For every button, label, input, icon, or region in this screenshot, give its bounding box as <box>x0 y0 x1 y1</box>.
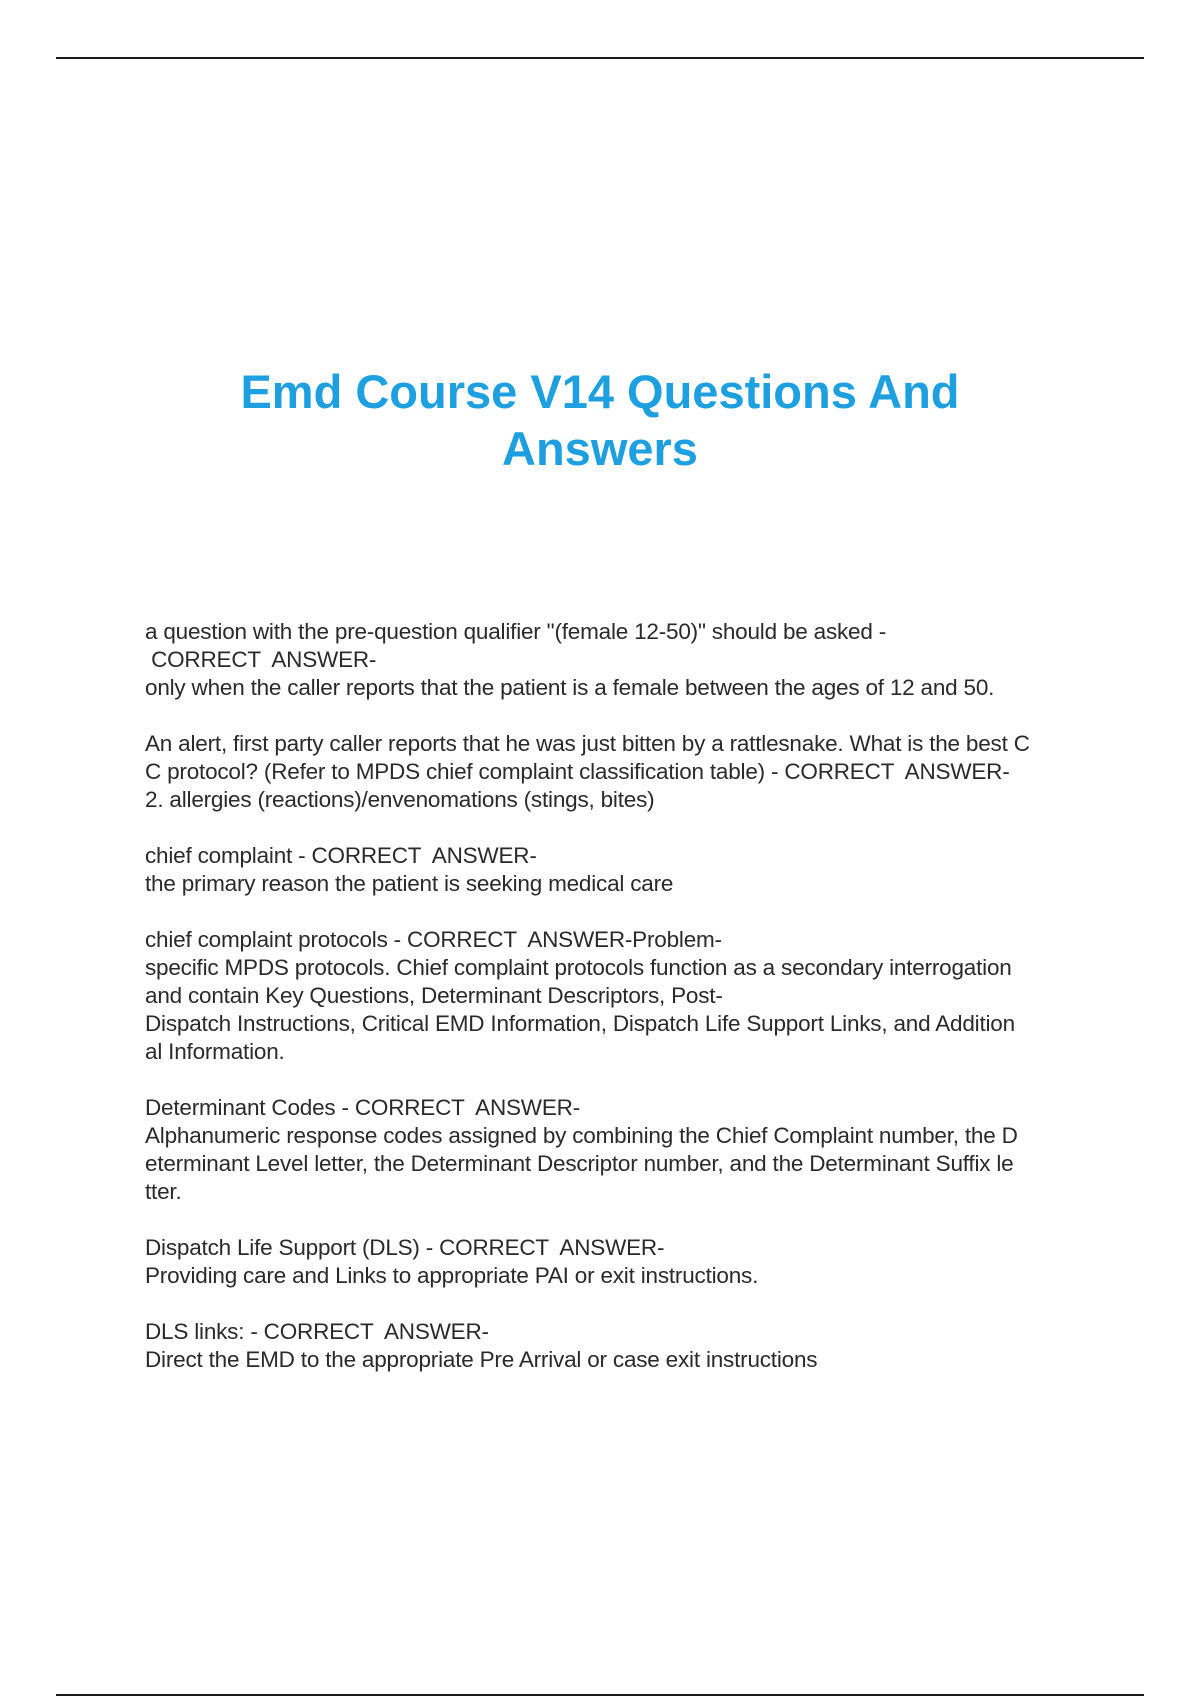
qa-line: Dispatch Life Support (DLS) - CORRECT ANSWER- <box>145 1235 665 1260</box>
qa-line: tter. <box>145 1179 182 1204</box>
qa-line: Alphanumeric response codes assigned by combining the Chief Complaint number, the D <box>145 1123 1018 1148</box>
qa-line: 2. allergies (reactions)/envenomations (stings, bites) <box>145 787 655 812</box>
title-line: Emd Course V14 Questions And <box>240 365 960 418</box>
document-title <box>100 363 1100 477</box>
qa-line: al Information. <box>145 1039 285 1064</box>
qa-line: chief complaint - CORRECT ANSWER- <box>145 843 537 868</box>
qa-line: chief complaint protocols - CORRECT ANSWER-Problem- <box>145 927 722 952</box>
top-rule <box>56 57 1144 59</box>
qa-line: CORRECT ANSWER- <box>145 647 377 672</box>
qa-line: Dispatch Instructions, Critical EMD Information, Dispatch Life Support Links, and Addition <box>145 1011 1015 1036</box>
qa-line: C protocol? (Refer to MPDS chief complaint classification table) - CORRECT ANSWER- <box>145 759 1010 784</box>
qa-item <box>145 730 1095 814</box>
qa-line: only when the caller reports that the patient is a female between the ages of 12 and 50. <box>145 675 995 700</box>
qa-item <box>145 926 1095 1066</box>
qa-item <box>145 618 1095 702</box>
qa-line: Providing care and Links to appropriate PAI or exit instructions. <box>145 1263 759 1288</box>
qa-list <box>145 618 1095 1402</box>
qa-item <box>145 1318 1095 1374</box>
bottom-rule <box>56 1694 1144 1696</box>
qa-line: eterminant Level letter, the Determinant Descriptor number, and the Determinant Suffix le <box>145 1151 1014 1176</box>
qa-line: the primary reason the patient is seeking medical care <box>145 871 674 896</box>
qa-item <box>145 1234 1095 1290</box>
qa-item <box>145 842 1095 898</box>
qa-line: Determinant Codes - CORRECT ANSWER- <box>145 1095 580 1120</box>
title-line: Answers <box>502 422 698 475</box>
qa-line: specific MPDS protocols. Chief complaint protocols function as a secondary interrogation <box>145 955 1012 980</box>
qa-line: a question with the pre-question qualifier "(female 12-50)" should be asked - <box>145 619 887 644</box>
qa-line: An alert, first party caller reports that he was just bitten by a rattlesnake. What is the best C <box>145 731 1030 756</box>
qa-item <box>145 1094 1095 1206</box>
qa-line: and contain Key Questions, Determinant Descriptors, Post- <box>145 983 723 1008</box>
qa-line: DLS links: - CORRECT ANSWER- <box>145 1319 489 1344</box>
qa-line: Direct the EMD to the appropriate Pre Arrival or case exit instructions <box>145 1347 818 1372</box>
